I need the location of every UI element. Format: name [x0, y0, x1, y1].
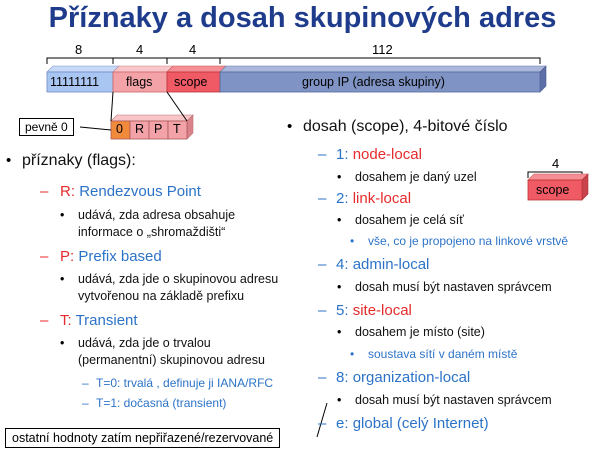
bullet-dot-small: •	[337, 170, 342, 184]
width-label-ones: 8	[75, 42, 83, 57]
bullet-dash-small: –	[82, 376, 89, 390]
footnote-reserved: ostatní hodnoty zatím nepřiřazené/rezervované	[5, 428, 280, 448]
flag-bit-p-label: P	[154, 122, 163, 136]
scope-4-desc: dosah musí být nastaven správcem	[355, 280, 552, 294]
t-value-1: T=1: dočasná (transient)	[96, 396, 227, 410]
flag-t-title: T: Transient	[60, 312, 138, 329]
ones-label: 11111111	[50, 75, 100, 89]
width-label-scope: 4	[189, 42, 197, 57]
bullet-dot-small: •	[60, 336, 65, 350]
scope-5-sub: soustava sítí v daném místě	[368, 347, 518, 361]
bullet-dash: –	[318, 256, 327, 273]
t-value-0: T=0: trvalá , definuje ji IANA/RFC	[96, 376, 274, 390]
bullet-dot-small: •	[337, 325, 342, 339]
scope-5-title: 5: site-local	[336, 302, 412, 319]
flag-p-desc-2: vytvořenou na základě prefixu	[78, 289, 245, 303]
scope-1-title: 1: node-local	[336, 146, 422, 163]
group-label: group IP (adresa skupiny)	[302, 75, 445, 89]
bullet-dash: –	[318, 415, 327, 432]
flag-bit-t-label: T	[173, 122, 181, 136]
scope-box-label: scope	[536, 183, 570, 197]
scope-8-title: 8: organization-local	[336, 369, 471, 386]
scope-label: scope	[174, 75, 208, 89]
flags-header: příznaky (flags):	[22, 152, 136, 169]
bullet-dash: –	[40, 248, 49, 265]
flag-r-desc-1: udává, zda adresa obsahuje	[78, 208, 236, 222]
bullet-dash: –	[40, 183, 49, 200]
flag-bit-r-label: R	[135, 122, 145, 136]
flag-t-desc-2: (permanentní) skupinovou adresu	[78, 353, 265, 367]
bullet-dot-small: •	[337, 280, 342, 294]
flag-p-desc-1: udává, zda jde o skupinovou adresu	[78, 272, 279, 286]
width-brackets	[47, 58, 540, 64]
flag-t-desc-1: udává, zda jde o trvalou	[78, 336, 211, 350]
bullet-dot-small: •	[337, 213, 342, 227]
bullet-dot: •	[6, 152, 12, 169]
scope-8-desc: dosah musí být nastaven správcem	[355, 393, 552, 407]
bullet-dash: –	[318, 302, 327, 319]
bullet-dot-small: •	[350, 234, 355, 248]
flag-r-desc-2: informace o „shromaždišti“	[78, 225, 226, 239]
scope-5-desc: dosahem je místo (site)	[355, 325, 485, 339]
flag-p-title: P: Prefix based	[60, 248, 162, 265]
scope-box-width: 4	[552, 156, 560, 171]
bullet-dash: –	[318, 369, 327, 386]
scope-2-sub: vše, co je propojeno na linkové vrstvě	[368, 234, 569, 248]
fixed-zero-callout: pevně 0	[19, 118, 74, 136]
bullet-dot-small: •	[60, 208, 65, 222]
bullet-dash: –	[40, 312, 49, 329]
flag-r-title: R: Rendezvous Point	[60, 183, 201, 200]
scope-4-title: 4: admin-local	[336, 256, 430, 273]
bullet-dot-small: •	[337, 393, 342, 407]
width-label-flags: 4	[136, 42, 144, 57]
scope-1-desc: dosahem je daný uzel	[355, 170, 477, 184]
width-label-group: 112	[372, 42, 393, 57]
scope-header: dosah (scope), 4-bitové číslo	[303, 118, 508, 135]
bullet-dot-small: •	[60, 272, 65, 286]
page-title: Příznaky a dosah skupinových adres	[48, 2, 557, 34]
flags-label: flags	[126, 75, 153, 89]
scope-2-desc: dosahem je celá síť	[355, 213, 464, 227]
bullet-dash: –	[318, 146, 327, 163]
scope-2-title: 2: link-local	[336, 190, 412, 207]
bullet-dash: –	[318, 190, 327, 207]
bullet-dot-small: •	[350, 347, 355, 361]
scope-e-title: e: global (celý Internet)	[336, 415, 489, 432]
bullet-dash-small: –	[82, 396, 89, 410]
bullet-dot: •	[287, 118, 293, 135]
flag-bit-zero-label: 0	[116, 122, 123, 136]
